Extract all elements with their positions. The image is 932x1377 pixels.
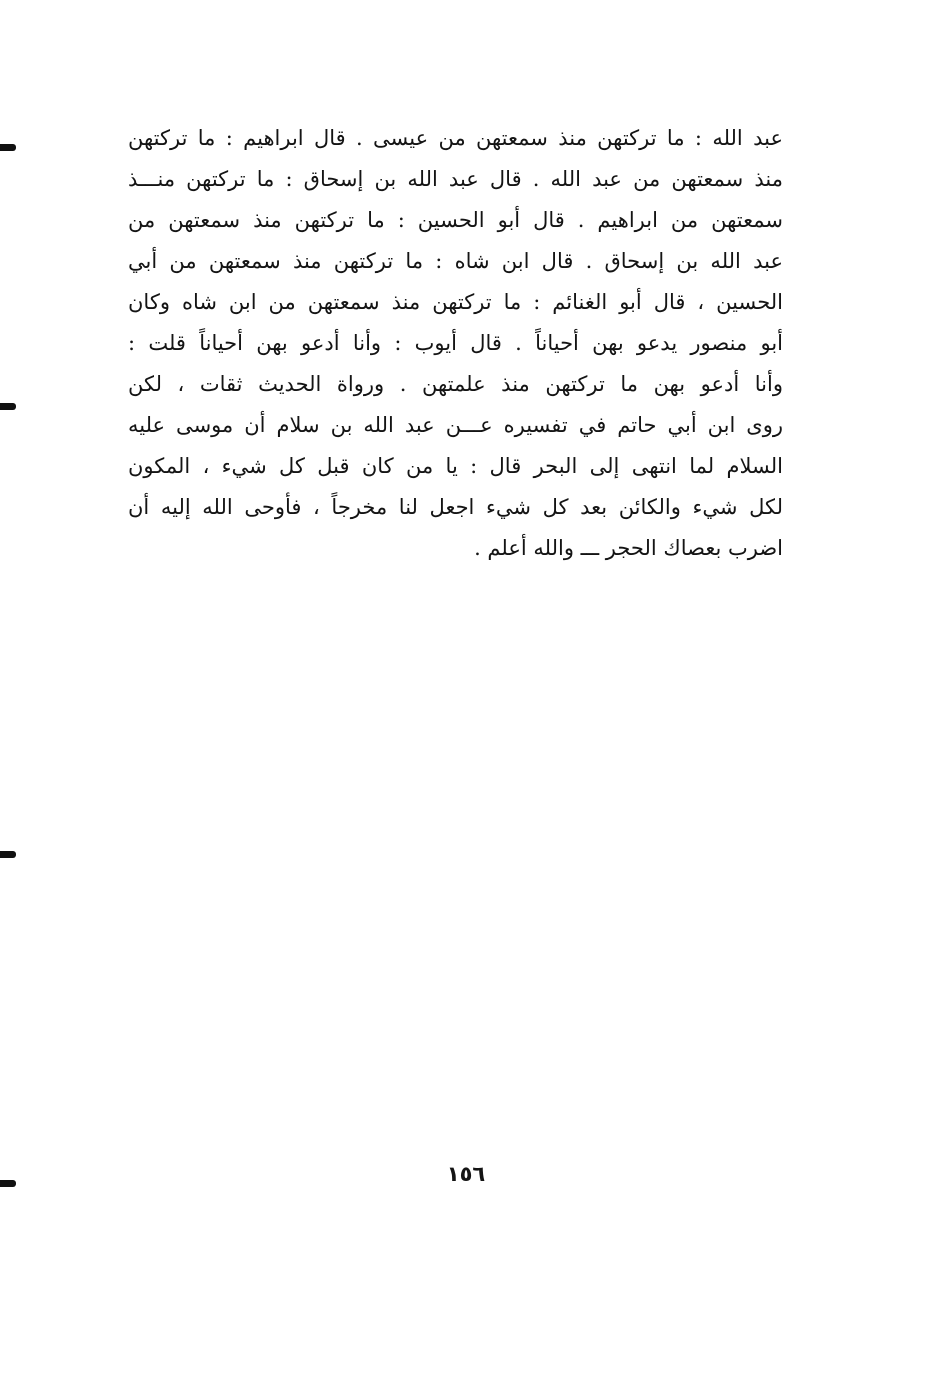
page-number: ١٥٦	[446, 1162, 486, 1186]
text-line: اضرب بعصاك الحجر ـــ والله أعلم .	[474, 536, 783, 560]
text-line: لكل شيء والكائن بعد كل شيء اجعل لنا مخرجاً ، فأوحى الله إليه أن	[128, 495, 783, 519]
binding-hole-mark	[0, 403, 16, 410]
binding-hole-mark	[0, 1180, 16, 1187]
body-text	[128, 118, 783, 569]
text-line: السلام لما انتهى إلى البحر قال : يا من كان قبل كل شيء ، المكون	[128, 454, 783, 478]
text-line: الحسين ، قال أبو الغنائم : ما تركتهن منذ سمعتهن من ابن شاه وكان	[128, 290, 784, 314]
text-line: منذ سمعتهن من عبد الله . قال عبد الله بن إسحاق : ما تركتهن منـــذ	[128, 167, 783, 191]
text-line: أبو منصور يدعو بهن أحياناً . قال أيوب : وأنا أدعو بهن أحياناً قلت :	[128, 331, 783, 355]
text-line: عبد الله : ما تركتهن منذ سمعتهن من عيسى . قال ابراهيم : ما تركتهن	[128, 126, 783, 150]
binding-hole-mark	[0, 144, 16, 151]
text-line: عبد الله بن إسحاق . قال ابن شاه : ما تركتهن منذ سمعتهن من أبي	[128, 249, 783, 273]
binding-hole-mark	[0, 851, 16, 858]
text-line: وأنا أدعو بهن ما تركتهن منذ علمتهن . ورواة الحديث ثقات ، لكن	[128, 372, 783, 396]
text-line: سمعتهن من ابراهيم . قال أبو الحسين : ما تركتهن منذ سمعتهن من	[128, 208, 783, 232]
text-line: روى ابن أبي حاتم في تفسيره عـــن عبد الله بن سلام أن موسى عليه	[128, 413, 783, 437]
